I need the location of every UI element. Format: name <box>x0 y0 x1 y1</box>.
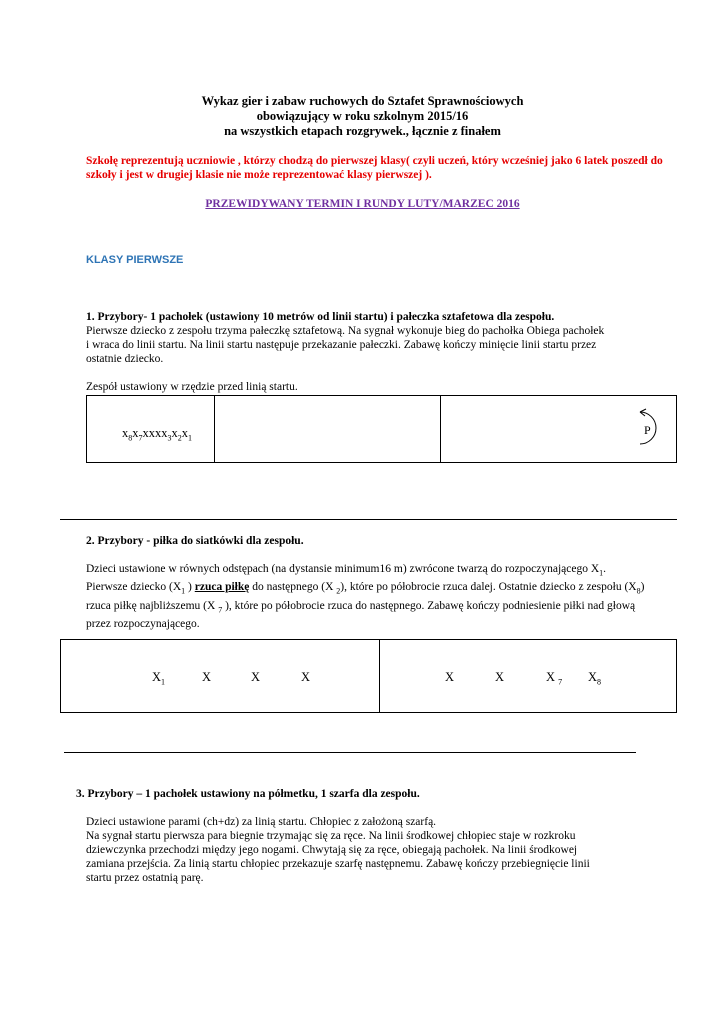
schedule-heading: PRZEWIDYWANY TERMIN I RUNDY LUTY/MARZEC 2016 <box>205 198 520 210</box>
player-marker: X <box>495 670 505 684</box>
section-title: KLASY PIERWSZE <box>86 254 184 266</box>
game-1-setup: Zespół ustawiony w rzędzie przed linią startu. <box>86 381 298 393</box>
game-3-description <box>86 815 642 885</box>
player-marker: X <box>202 670 212 684</box>
player-marker: $X_8$ <box>588 670 602 687</box>
section-divider <box>60 519 677 520</box>
player-marker: $X_1$ <box>152 670 166 687</box>
game-1-line: Pierwsze dziecko z zespołu trzyma pałeczkę sztafetową. Na sygnał wykonuje bieg do pachołka Obiega pachołek <box>86 325 605 337</box>
game-2-description: Dzieci ustawione w równych odstępach (na dystansie minimum16 m) zwrócone twarzą do rozpoczynającego $X_1$. Pierwsze dziecko ($X_1$ ) rzuca piłkę do następnego (X $_2$), które po półobrocie rzuca dalej. Ostatnie dziecko z zespołu $(X_8)$ rzuca piłkę najbliższemu (X $_7$ ), które po półobrocie rzuca do następnego. Zabawę kończy podniesienie piłki nad głową przez rozpoczynającego. <box>86 563 645 630</box>
game-1-line: ostatnie dziecko. <box>86 353 164 365</box>
eligibility-notice: Szkołę reprezentują uczniowie , którzy chodzą do pierwszej klasy( czyli uczeń, który wcześniej jako 6 latek poszedł do szkoły i jest w drugiej klasie nie może reprezentować klasy pierwszej ). <box>86 155 663 181</box>
game-3-line: startu przez ostatnią parę. <box>86 872 204 884</box>
player-marker: X <box>445 670 455 684</box>
team-formation: $x_8x_7xxxx_3x_2x_1$ <box>122 426 192 443</box>
game-3-line: Na sygnał startu pierwsza para biegnie trzymając się za ręce. Na linii środkowej chłopiec staje w rozkroku <box>86 830 576 842</box>
player-marker: X <box>301 670 311 684</box>
game-1-title: 1. Przybory- 1 pachołek (ustawiony 10 metrów od linii startu) i pałeczka sztafetowa dla zespołu. <box>86 311 555 323</box>
header-line-2: obowiązujący w roku szkolnym 2015/16 <box>256 109 469 123</box>
game-1-line: i wraca do linii startu. Na linii startu następuje przekazanie pałeczki. Zabawę kończy minięcie linii startu przez <box>86 339 597 351</box>
player-marker: X <box>251 670 261 684</box>
game-3-line: zamiana przejścia. Za linią startu chłopiec przekazuje szarfę następnemu. Zabawę kończy przebiegnięcie linii <box>86 858 590 870</box>
diagram-divider <box>440 395 441 463</box>
game-3-line: Dzieci ustawione parami (ch+dz) za linią startu. Chłopiec z założoną szarfą. <box>86 816 437 828</box>
game-1-description <box>86 310 676 394</box>
document-header <box>60 94 665 139</box>
game-3-line: dziewczynka przechodzi między jego nogami. Chwytają się za ręce, obiegają pachołek. Na linii środkowej <box>86 844 578 856</box>
diagram-divider <box>214 395 215 463</box>
header-line-3: na wszystkich etapach rozgrywek., łącznie z finałem <box>224 124 501 138</box>
game-3-title: 3. Przybory – 1 pachołek ustawiony na półmetku, 1 szarfa dla zespołu. <box>76 788 420 800</box>
section-divider <box>64 752 636 753</box>
player-marker: X $_7$ <box>546 670 563 687</box>
header-line-1: Wykaz gier i zabaw ruchowych do Sztafet Sprawnościowych <box>201 94 524 108</box>
diagram-divider <box>379 639 380 713</box>
cone-label: P <box>644 423 651 437</box>
game-2-title: 2. Przybory - piłka do siatkówki dla zespołu. <box>86 535 304 547</box>
